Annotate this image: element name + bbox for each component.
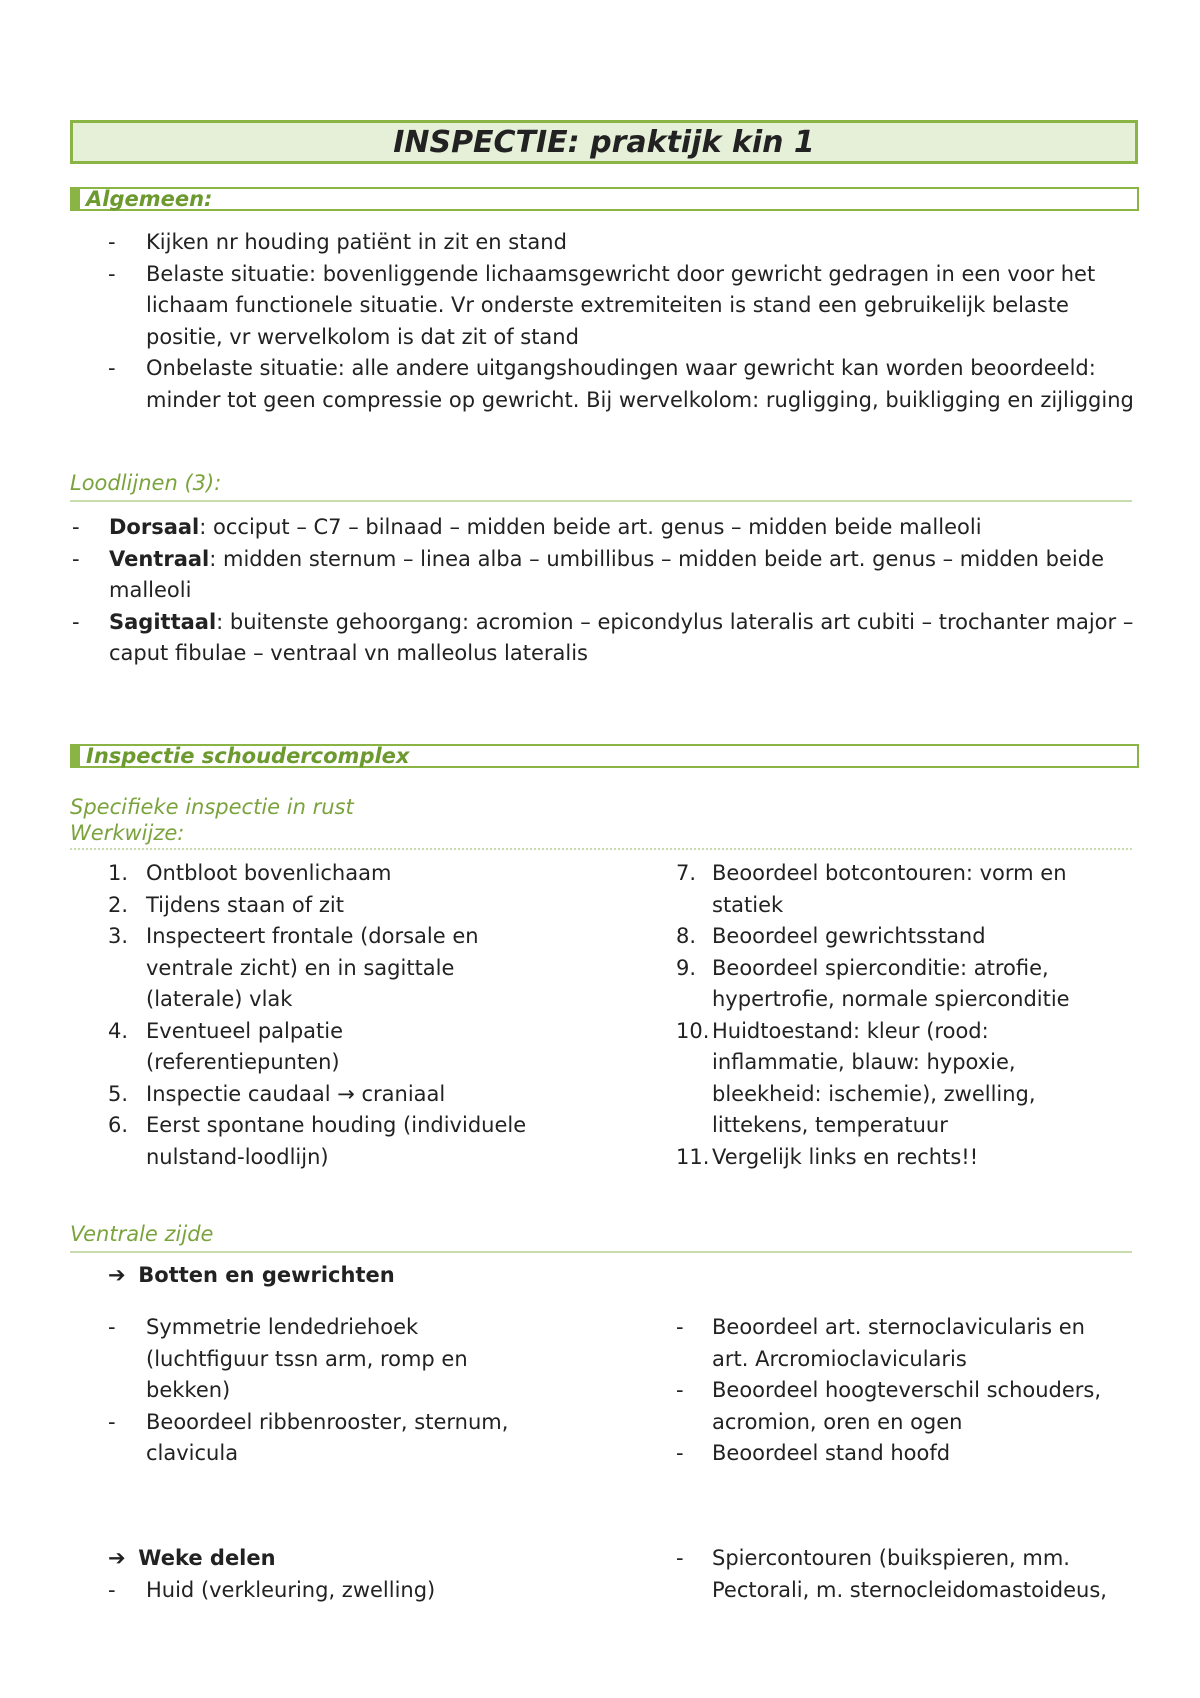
section-algemeen-header: [70, 187, 1139, 211]
list-item: - Beoordeel art. sternoclavicularis en art. Arcromioclavicularis: [676, 1315, 1085, 1371]
list-item: - Sagittaal: buitenste gehoorgang: acromion – epicondylus lateralis art cubiti – trochanter major – caput fibulae – ventraal vn malleolus lateralis: [72, 609, 1134, 665]
list-item: 4. Eventueel palpatie (referentiepunten): [108, 1018, 344, 1074]
weke-heading: ➔ Weke delen: [108, 1546, 276, 1570]
title-box: [70, 120, 1138, 164]
botten-heading: ➔ Botten en gewrichten: [108, 1263, 395, 1287]
list-item: 1. Ontbloot bovenlichaam: [108, 861, 392, 885]
list-item: 5. Inspectie caudaal → craniaal: [108, 1081, 446, 1106]
list-item: 10. Huidtoestand: kleur (rood: inflammatie, blauw: hypoxie, bleekheid: ischemie), zwelling, littekens, temperatuur: [676, 1018, 1036, 1137]
section-schouder-title: Inspectie schoudercomplex: [86, 744, 410, 768]
list-item: 8. Beoordeel gewrichtsstand: [676, 924, 986, 948]
list-item: 6. Eerst spontane houding (individuele nulstand-loodlijn): [108, 1113, 527, 1169]
list-item: 7. Beoordeel botcontouren: vorm en statiek: [676, 861, 1067, 917]
loodlijnen-rule: [70, 500, 1132, 502]
list-item: - Spiercontouren (buikspieren, mm. Pectorali, m. sternocleidomastoideus,: [676, 1546, 1107, 1602]
ventrale-heading: Ventrale zijde: [70, 1222, 214, 1246]
list-item: - Dorsaal: occiput – C7 – bilnaad – midden beide art. genus – midden beide malleoli: [72, 515, 982, 539]
algemeen-list: [108, 227, 1138, 416]
botten-right-list: [676, 1312, 1136, 1470]
steps-left-list: [108, 858, 558, 1173]
specifieke-heading: Specifieke inspectie in rust: [70, 795, 354, 819]
loodlijnen-heading: Loodlijnen (3):: [70, 471, 222, 495]
list-item: - Kijken nr houding patiënt in zit en stand: [108, 230, 567, 254]
list-item: 2. Tijdens staan of zit: [108, 892, 344, 917]
steps-right-list: [676, 858, 1136, 1173]
list-item: 11. Vergelijk links en rechts!!: [676, 1144, 979, 1169]
arrow-right-icon: ➔: [108, 1263, 126, 1287]
list-item: - Beoordeel ribbenrooster, sternum, clavicula: [108, 1409, 509, 1465]
list-item: - Onbelaste situatie: alle andere uitgangshoudingen waar gewricht kan worden beoordeeld: minder tot geen compressie op gewricht. Bij wervelkolom: rugligging, buikligging en zijligging: [108, 356, 1134, 412]
loodlijnen-list: [72, 512, 1138, 670]
list-item: - Belaste situatie: bovenliggende lichaamsgewricht door gewricht gedragen in een voor het lichaam functionele situatie. Vr onderste extremiteiten is stand een gebruikelijk belaste positie, vr wervelkolom is dat zit of stand: [108, 261, 1096, 349]
werkwijze-rule: [70, 848, 1132, 850]
list-item: - Huid (verkleuring, zwelling): [108, 1578, 436, 1602]
section-algemeen-title: Algemeen:: [86, 187, 213, 211]
weke-left-list: [108, 1575, 558, 1607]
list-item: - Beoordeel hoogteverschil schouders, acromion, oren en ogen: [676, 1378, 1102, 1434]
ventrale-rule: [70, 1251, 1132, 1253]
section-schouder-header: [70, 744, 1139, 768]
page-title: INSPECTIE: praktijk kin 1: [393, 124, 815, 160]
list-item: - Ventraal: midden sternum – linea alba – umbillibus – midden beide art. genus – midden beide malleoli: [72, 546, 1104, 602]
list-item: - Beoordeel stand hoofd: [676, 1441, 951, 1465]
arrow-right-icon: ➔: [108, 1546, 126, 1570]
botten-left-list: [108, 1312, 558, 1470]
list-item: - Symmetrie lendedriehoek (luchtfiguur tssn arm, romp en bekken): [108, 1315, 468, 1402]
list-item: 9. Beoordeel spierconditie: atrofie, hypertrofie, normale spierconditie: [676, 955, 1070, 1011]
list-item: 3. Inspecteert frontale (dorsale en ventrale zicht) en in sagittale (laterale) vlak: [108, 924, 479, 1011]
weke-right-list: [676, 1543, 1136, 1606]
werkwijze-heading: Werkwijze:: [70, 821, 185, 845]
